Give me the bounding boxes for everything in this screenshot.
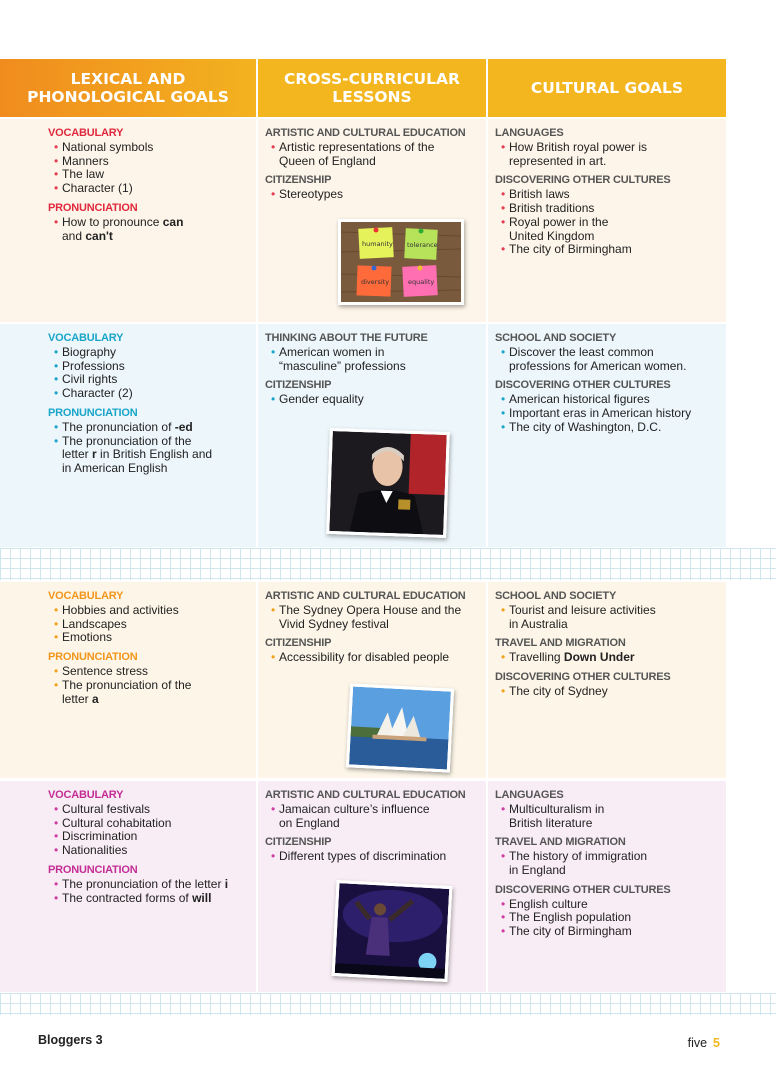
header-cultural-goals: CULTURAL GOALS bbox=[488, 59, 726, 117]
list-item bbox=[48, 435, 256, 476]
item-text: American women in “masculine” professions bbox=[279, 344, 406, 373]
grid-strip bbox=[0, 548, 776, 580]
cultural-cell bbox=[488, 781, 726, 992]
list-item bbox=[48, 817, 256, 831]
item-text: Sentence stress bbox=[62, 663, 149, 678]
category-heading: PRONUNCIATION bbox=[48, 651, 138, 664]
item-text: The pronunciation of the letter bbox=[62, 433, 192, 462]
item-text: National symbols bbox=[62, 139, 154, 154]
item-text: Tourist and leisure activities in Australia bbox=[509, 602, 656, 631]
list-item bbox=[48, 216, 256, 244]
list-item bbox=[48, 679, 256, 707]
cultural-cell bbox=[488, 582, 726, 778]
item-text: Important eras in American history bbox=[509, 405, 692, 420]
goal-list bbox=[495, 651, 726, 665]
list-item bbox=[48, 844, 256, 858]
item-text: and bbox=[62, 228, 83, 243]
item-text: Cultural festivals bbox=[62, 801, 151, 816]
list-item bbox=[265, 604, 486, 632]
note-text: equality bbox=[408, 278, 435, 286]
list-item bbox=[495, 188, 726, 202]
category-heading: CITIZENSHIP bbox=[265, 379, 332, 392]
bold-text: Down Under bbox=[563, 650, 635, 665]
goal-list bbox=[265, 604, 486, 632]
goal-list bbox=[495, 346, 726, 374]
item-text: Nationalities bbox=[62, 843, 128, 858]
list-item bbox=[495, 685, 726, 699]
list-item bbox=[495, 393, 726, 407]
item-text: British laws bbox=[509, 187, 570, 202]
list-item bbox=[48, 387, 256, 401]
category-heading: LANGUAGES bbox=[495, 789, 564, 801]
item-text: Manners bbox=[62, 153, 109, 168]
category-heading: PRONUNCIATION bbox=[48, 406, 138, 419]
category-heading: VOCABULARY bbox=[48, 332, 124, 344]
goal-list bbox=[48, 803, 256, 858]
category-heading: VOCABULARY bbox=[48, 789, 124, 801]
sydney-opera-house-photo bbox=[346, 683, 454, 772]
list-item bbox=[48, 631, 256, 645]
list-item bbox=[495, 651, 726, 665]
cross-curricular-cell bbox=[258, 781, 486, 992]
list-item bbox=[48, 141, 256, 155]
list-item bbox=[48, 604, 256, 618]
category-heading: DISCOVERING OTHER CULTURES bbox=[495, 670, 671, 683]
unit-row-4 bbox=[0, 781, 726, 992]
item-text: Gender equality bbox=[279, 392, 364, 407]
goal-list bbox=[495, 141, 726, 169]
item-text: Discrimination bbox=[62, 829, 138, 844]
category-heading: LANGUAGES bbox=[495, 127, 564, 139]
list-item bbox=[495, 421, 726, 435]
item-text: How British royal power is represented in art. bbox=[509, 139, 648, 168]
goal-list bbox=[48, 141, 256, 196]
list-item bbox=[495, 141, 726, 169]
goal-list bbox=[495, 898, 726, 939]
list-item bbox=[265, 803, 486, 831]
item-text: The Sydney Opera House and the Vivid Sydney festival bbox=[279, 602, 462, 631]
item-text: Hobbies and activities bbox=[62, 602, 179, 617]
bold-text: will bbox=[192, 890, 212, 905]
list-item bbox=[48, 182, 256, 196]
item-text: Civil rights bbox=[62, 372, 118, 387]
item-text: Accessibility for disabled people bbox=[279, 650, 450, 665]
lexical-cell bbox=[0, 119, 256, 322]
book-title: Bloggers 3 bbox=[38, 1033, 103, 1047]
list-item bbox=[48, 373, 256, 387]
category-heading: DISCOVERING OTHER CULTURES bbox=[495, 379, 671, 392]
item-text: Stereotypes bbox=[279, 187, 344, 202]
goal-list bbox=[48, 665, 256, 706]
goal-list bbox=[265, 188, 486, 202]
category-heading: CITIZENSHIP bbox=[265, 174, 332, 187]
goal-list bbox=[495, 685, 726, 699]
goal-list bbox=[495, 188, 726, 257]
item-text: Jamaican culture’s influence on England bbox=[279, 801, 430, 830]
category-heading: CITIZENSHIP bbox=[265, 836, 332, 849]
item-text: The city of Washington, D.C. bbox=[509, 419, 662, 434]
list-item bbox=[265, 346, 486, 374]
item-text: The law bbox=[62, 167, 105, 182]
list-item bbox=[48, 618, 256, 632]
list-item bbox=[48, 168, 256, 182]
list-item bbox=[48, 346, 256, 360]
goal-list bbox=[48, 346, 256, 401]
list-item bbox=[495, 850, 726, 878]
bold-text: -ed bbox=[174, 419, 193, 434]
item-text: English culture bbox=[509, 896, 588, 911]
category-heading: TRAVEL AND MIGRATION bbox=[495, 836, 626, 849]
goal-list bbox=[495, 393, 726, 434]
bold-text: can bbox=[162, 214, 184, 229]
goal-list bbox=[495, 803, 726, 831]
bold-text: r bbox=[92, 447, 97, 462]
category-heading: DISCOVERING OTHER CULTURES bbox=[495, 883, 671, 896]
item-text: Character (1) bbox=[62, 181, 133, 196]
list-item bbox=[48, 421, 256, 435]
item-text: Royal power in the United Kingdom bbox=[509, 214, 609, 243]
lexical-cell bbox=[0, 324, 256, 547]
goal-list bbox=[265, 803, 486, 831]
goal-list bbox=[48, 216, 256, 244]
list-item bbox=[265, 651, 486, 665]
category-heading: TRAVEL AND MIGRATION bbox=[495, 637, 626, 650]
category-heading: SCHOOL AND SOCIETY bbox=[495, 590, 617, 602]
item-text: American historical figures bbox=[509, 392, 650, 407]
bold-text: a bbox=[92, 691, 99, 706]
list-item bbox=[495, 216, 726, 244]
list-item bbox=[495, 346, 726, 374]
grid-strip bbox=[0, 993, 776, 1015]
cultural-cell bbox=[488, 119, 726, 322]
header-cross-curricular: CROSS-CURRICULAR LESSONS bbox=[258, 59, 486, 117]
item-text: The pronunciation of bbox=[62, 419, 175, 434]
page-digit: 5 bbox=[713, 1036, 720, 1050]
category-heading: PRONUNCIATION bbox=[48, 863, 138, 876]
list-item bbox=[265, 141, 486, 169]
cross-curricular-cell bbox=[258, 324, 486, 547]
military-woman-photo bbox=[326, 428, 450, 538]
lexical-cell bbox=[0, 582, 256, 778]
list-item bbox=[495, 925, 726, 939]
goal-list bbox=[265, 141, 486, 169]
cross-curricular-cell bbox=[258, 582, 486, 778]
cultural-cell bbox=[488, 324, 726, 547]
note-text: humanity bbox=[362, 240, 393, 248]
category-heading: PRONUNCIATION bbox=[48, 201, 138, 214]
page-word: five bbox=[687, 1036, 708, 1050]
item-text: The English population bbox=[509, 910, 632, 925]
item-text: The contracted forms of bbox=[62, 890, 193, 905]
performer-photo bbox=[332, 880, 453, 982]
list-item bbox=[48, 803, 256, 817]
category-heading: ARTISTIC AND CULTURAL EDUCATION bbox=[265, 590, 466, 602]
list-item bbox=[495, 911, 726, 925]
list-item bbox=[495, 803, 726, 831]
goal-list bbox=[48, 878, 256, 906]
list-item bbox=[495, 243, 726, 257]
category-heading: THINKING ABOUT THE FUTURE bbox=[265, 332, 428, 344]
item-text: The history of immigration in England bbox=[509, 849, 648, 877]
list-item bbox=[495, 202, 726, 216]
list-item bbox=[48, 155, 256, 169]
unit-row-1 bbox=[0, 119, 726, 322]
item-text: Multiculturalism in British literature bbox=[509, 801, 605, 830]
category-heading: SCHOOL AND SOCIETY bbox=[495, 332, 617, 344]
note-text: tolerance bbox=[407, 241, 438, 249]
goal-list bbox=[265, 346, 486, 374]
category-heading: VOCABULARY bbox=[48, 127, 124, 139]
item-text: The pronunciation of the letter bbox=[62, 876, 225, 891]
item-text: Character (2) bbox=[62, 386, 133, 401]
item-text: The city of Birmingham bbox=[509, 242, 632, 257]
unit-row-2 bbox=[0, 324, 726, 547]
goal-list bbox=[495, 604, 726, 632]
category-heading: ARTISTIC AND CULTURAL EDUCATION bbox=[265, 127, 466, 139]
goal-list bbox=[265, 651, 486, 665]
goal-list bbox=[495, 850, 726, 878]
list-item bbox=[48, 892, 256, 906]
category-heading: ARTISTIC AND CULTURAL EDUCATION bbox=[265, 789, 466, 801]
list-item bbox=[495, 898, 726, 912]
bold-text: i bbox=[224, 876, 229, 891]
sticky-notes-photo bbox=[338, 219, 464, 305]
item-text: Biography bbox=[62, 344, 117, 359]
item-text: British traditions bbox=[509, 200, 595, 215]
unit-row-3 bbox=[0, 582, 726, 778]
bold-text: can't bbox=[85, 228, 113, 243]
item-text: Professions bbox=[62, 358, 125, 373]
item-text: Emotions bbox=[62, 630, 113, 645]
category-heading: VOCABULARY bbox=[48, 590, 124, 602]
item-text: Travelling bbox=[509, 650, 564, 665]
item-text: in British English and in American English bbox=[62, 447, 213, 476]
list-item bbox=[48, 878, 256, 892]
item-text: Discover the least common professions for American women. bbox=[509, 344, 687, 373]
cross-curricular-cell bbox=[258, 119, 486, 322]
goal-list bbox=[265, 850, 486, 864]
category-heading: DISCOVERING OTHER CULTURES bbox=[495, 174, 671, 187]
list-item bbox=[265, 393, 486, 407]
item-text: The pronunciation of the letter bbox=[62, 677, 192, 706]
item-text: Cultural cohabitation bbox=[62, 815, 172, 830]
item-text: The city of Birmingham bbox=[509, 924, 632, 939]
item-text: How to pronounce bbox=[62, 214, 163, 229]
note-text: diversity bbox=[361, 278, 390, 286]
list-item bbox=[265, 188, 486, 202]
header-lexical-goals: LEXICAL AND PHONOLOGICAL GOALS bbox=[0, 59, 256, 117]
lexical-cell bbox=[0, 781, 256, 992]
list-item bbox=[495, 604, 726, 632]
item-text: Different types of discrimination bbox=[279, 849, 447, 864]
goal-list bbox=[48, 421, 256, 476]
page-number bbox=[688, 1036, 720, 1050]
goal-list bbox=[48, 604, 256, 645]
list-item bbox=[48, 665, 256, 679]
item-text: Landscapes bbox=[62, 616, 127, 631]
list-item bbox=[48, 360, 256, 374]
category-heading: CITIZENSHIP bbox=[265, 637, 332, 650]
goal-list bbox=[265, 393, 486, 407]
item-text: The city of Sydney bbox=[509, 683, 608, 698]
item-text: Artistic representations of the Queen of England bbox=[279, 139, 435, 168]
list-item bbox=[495, 407, 726, 421]
list-item bbox=[48, 830, 256, 844]
list-item bbox=[265, 850, 486, 864]
